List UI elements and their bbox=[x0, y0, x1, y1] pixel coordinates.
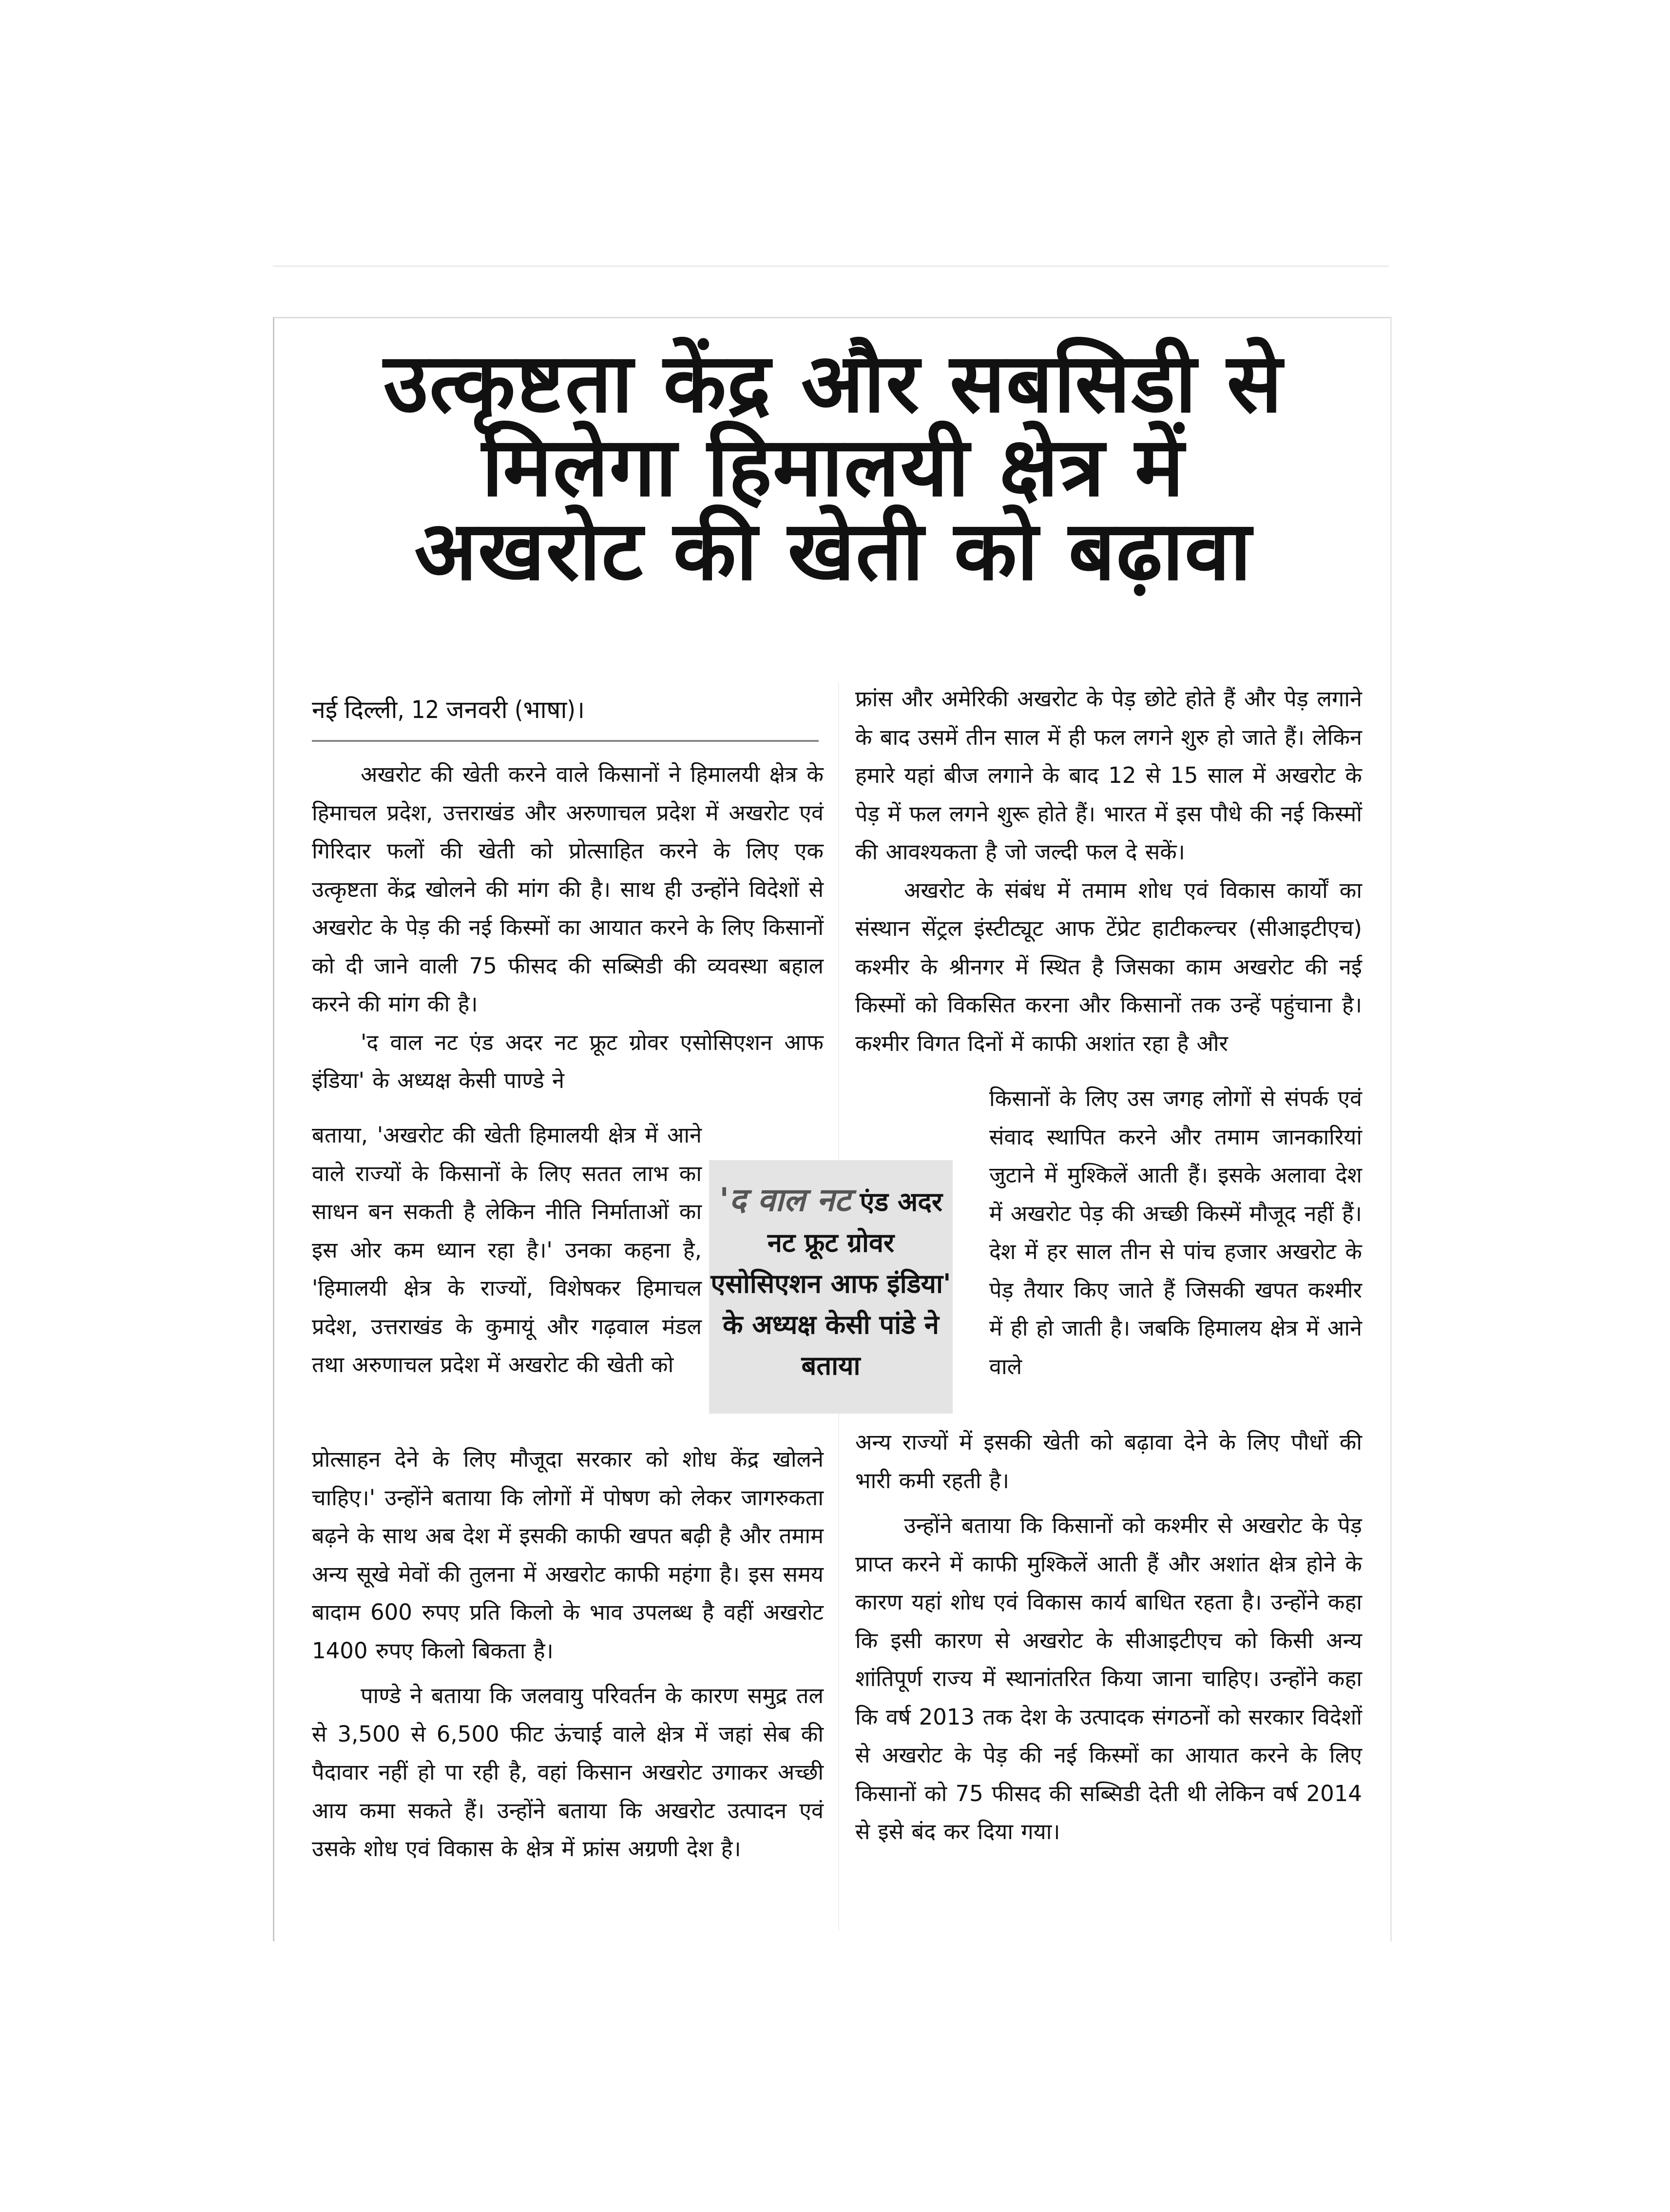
headline-line-3: अखरोट की खेती को बढ़ावा bbox=[414, 503, 1252, 599]
paragraph: उन्होंने बताया कि किसानों को कश्मीर से अखरोट के पेड़ प्राप्त करने में काफी मुश्किलें आती हैं और अशांत क्षेत्र होने के कारण यहां शोध एवं विकास कार्य बाधित रहता है। उन्होंने कहा कि इसी कारण से अखरोट के सीआइटीएच को किसी अन्य शांतिपूर्ण राज्य में स्थानांतरित किया जाना चाहिए। उन्होंने कहा कि वर्ष 2013 तक देश के उत्पादक संगठनों को सरकार विदेशों से अखरोट के पेड़ की नई किस्मों का आयात करने के लिए किसानों को 75 फीसद की सब्सिडी देती थी लेकिन वर्ष 2014 से इसे बंद कर दिया गया। bbox=[855, 1513, 1362, 1844]
headline-line-1: उत्कृष्टता केंद्र और सबसिडी से bbox=[383, 335, 1284, 431]
paragraph: बताया, 'अखरोट की खेती हिमालयी क्षेत्र में आने वाले राज्यों के किसानों के लिए सतत लाभ का साधन बन सकती है लेकिन नीति निर्माताओं का इस ओर कम ध्यान रहा है।' उनका कहना है, 'हिमालयी क्षेत्र के राज्यों, विशेषकर हिमाचल प्रदेश, उत्तराखंड के कुमायूं और गढ़वाल मंडल तथा अरुणाचल प्रदेश में अखरोट की खेती को bbox=[312, 1122, 702, 1378]
column-1-wrap bbox=[312, 1116, 702, 1384]
pull-quote-box bbox=[709, 1160, 953, 1414]
dateline-rule bbox=[312, 740, 819, 742]
column-1-top bbox=[312, 756, 824, 1100]
pull-quote-text: एंड अदर नट फ्रूट ग्रोवर एसोसिएशन आफ इंडिया' के अध्यक्ष केसी पांडे ने बताया bbox=[710, 1186, 951, 1381]
paragraph: अखरोट के संबंध में तमाम शोध एवं विकास कार्यों का संस्थान सेंट्रल इंस्टीट्यूट आफ टेंप्रेट हाटीकल्चर (सीआइटीएच) कश्मीर के श्रीनगर में स्थित है जिसका काम अखरोट की नई किस्मों को विकसित करना और किसानों तक उन्हें पहुंचाना है। कश्मीर विगत दिनों में काफी अशांत रहा है और bbox=[855, 877, 1362, 1056]
paragraph: किसानों के लिए उस जगह लोगों से संपर्क एवं संवाद स्थापित करने और तमाम जानकारियां जुटाने में मुश्किलें आती हैं। इसके अलावा देश में अखरोट पेड़ की अच्छी किस्में मौजूद नहीं हैं। देश में हर साल तीन से पांच हजार अखरोट के पेड़ तैयार किए जाते हैं जिसकी खपत कश्मीर में ही हो जाती है। जबकि हिमालय क्षेत्र में आने वाले bbox=[989, 1086, 1362, 1379]
column-2-top bbox=[855, 680, 1362, 1063]
headline-line-2: मिलेगा हिमालयी क्षेत्र में bbox=[481, 419, 1185, 515]
column-2-wrap bbox=[989, 1080, 1362, 1386]
page-top-rule bbox=[273, 266, 1389, 267]
paragraph: पाण्डे ने बताया कि जलवायु परिवर्तन के कारण समुद्र तल से 3,500 से 6,500 फीट ऊंचाई वाले क्षेत्र में जहां सेब की पैदावार नहीं हो पा रही है, वहां किसान अखरोट उगाकर अच्छी आय कमा सकते हैं। उन्होंने बताया कि अखरोट उत्पादन एवं उसके शोध एवं विकास के क्षेत्र में फ्रांस अग्रणी देश है। bbox=[312, 1683, 824, 1862]
column-1-bottom bbox=[312, 1440, 824, 1868]
column-2-bottom bbox=[855, 1423, 1362, 1851]
paragraph: अन्य राज्यों में इसकी खेती को बढ़ावा देने के लिए पौधों की भारी कमी रहती है। bbox=[855, 1429, 1362, 1494]
headline bbox=[292, 335, 1374, 599]
paragraph: प्रोत्साहन देने के लिए मौजूदा सरकार को शोध केंद्र खोलने चाहिए।' उन्होंने बताया कि लोगों में पोषण को लेकर जागरुकता बढ़ने के साथ अब देश में इसकी काफी खपत बढ़ी है और तमाम अन्य सूखे मेवों की तुलना में अखरोट काफी महंगा है। इस समय बादाम 600 रुपए प्रति किलो के भाव उपलब्ध है वहीं अखरोट 1400 रुपए किलो बिकता है। bbox=[312, 1446, 824, 1664]
paragraph: 'द वाल नट एंड अदर नट फ्रूट ग्रोवर एसोसिएशन आफ इंडिया' के अध्यक्ष केसी पाण्डे ने bbox=[312, 1029, 824, 1093]
pull-quote-italic: 'द वाल नट bbox=[719, 1181, 851, 1219]
dateline: नई दिल्ली, 12 जनवरी (भाषा)। bbox=[312, 696, 585, 724]
paragraph: अखरोट की खेती करने वाले किसानों ने हिमालयी क्षेत्र के हिमाचल प्रदेश, उत्तराखंड और अरुणाचल प्रदेश में अखरोट एवं गिरिदार फलों की खेती को प्रोत्साहित करने के लिए एक उत्कृष्टता केंद्र खोलने की मांग की है। साथ ही उन्होंने विदेशों से अखरोट के पेड़ की नई किस्मों का आयात करने के लिए किसानों को दी जाने वाली 75 फीसद की सब्सिडी की व्यवस्था बहाल करने की मांग की है। bbox=[312, 761, 824, 1017]
paragraph: फ्रांस और अमेरिकी अखरोट के पेड़ छोटे होते हैं और पेड़ लगाने के बाद उसमें तीन साल में ही फल लगने शुरु हो जाते हैं। लेकिन हमारे यहां बीज लगाने के बाद 12 से 15 साल में अखरोट के पेड़ में फल लगने शुरू होते हैं। भारत में इस पौधे की नई किस्मों की आवश्यकता है जो जल्दी फल दे सकें। bbox=[855, 686, 1362, 865]
